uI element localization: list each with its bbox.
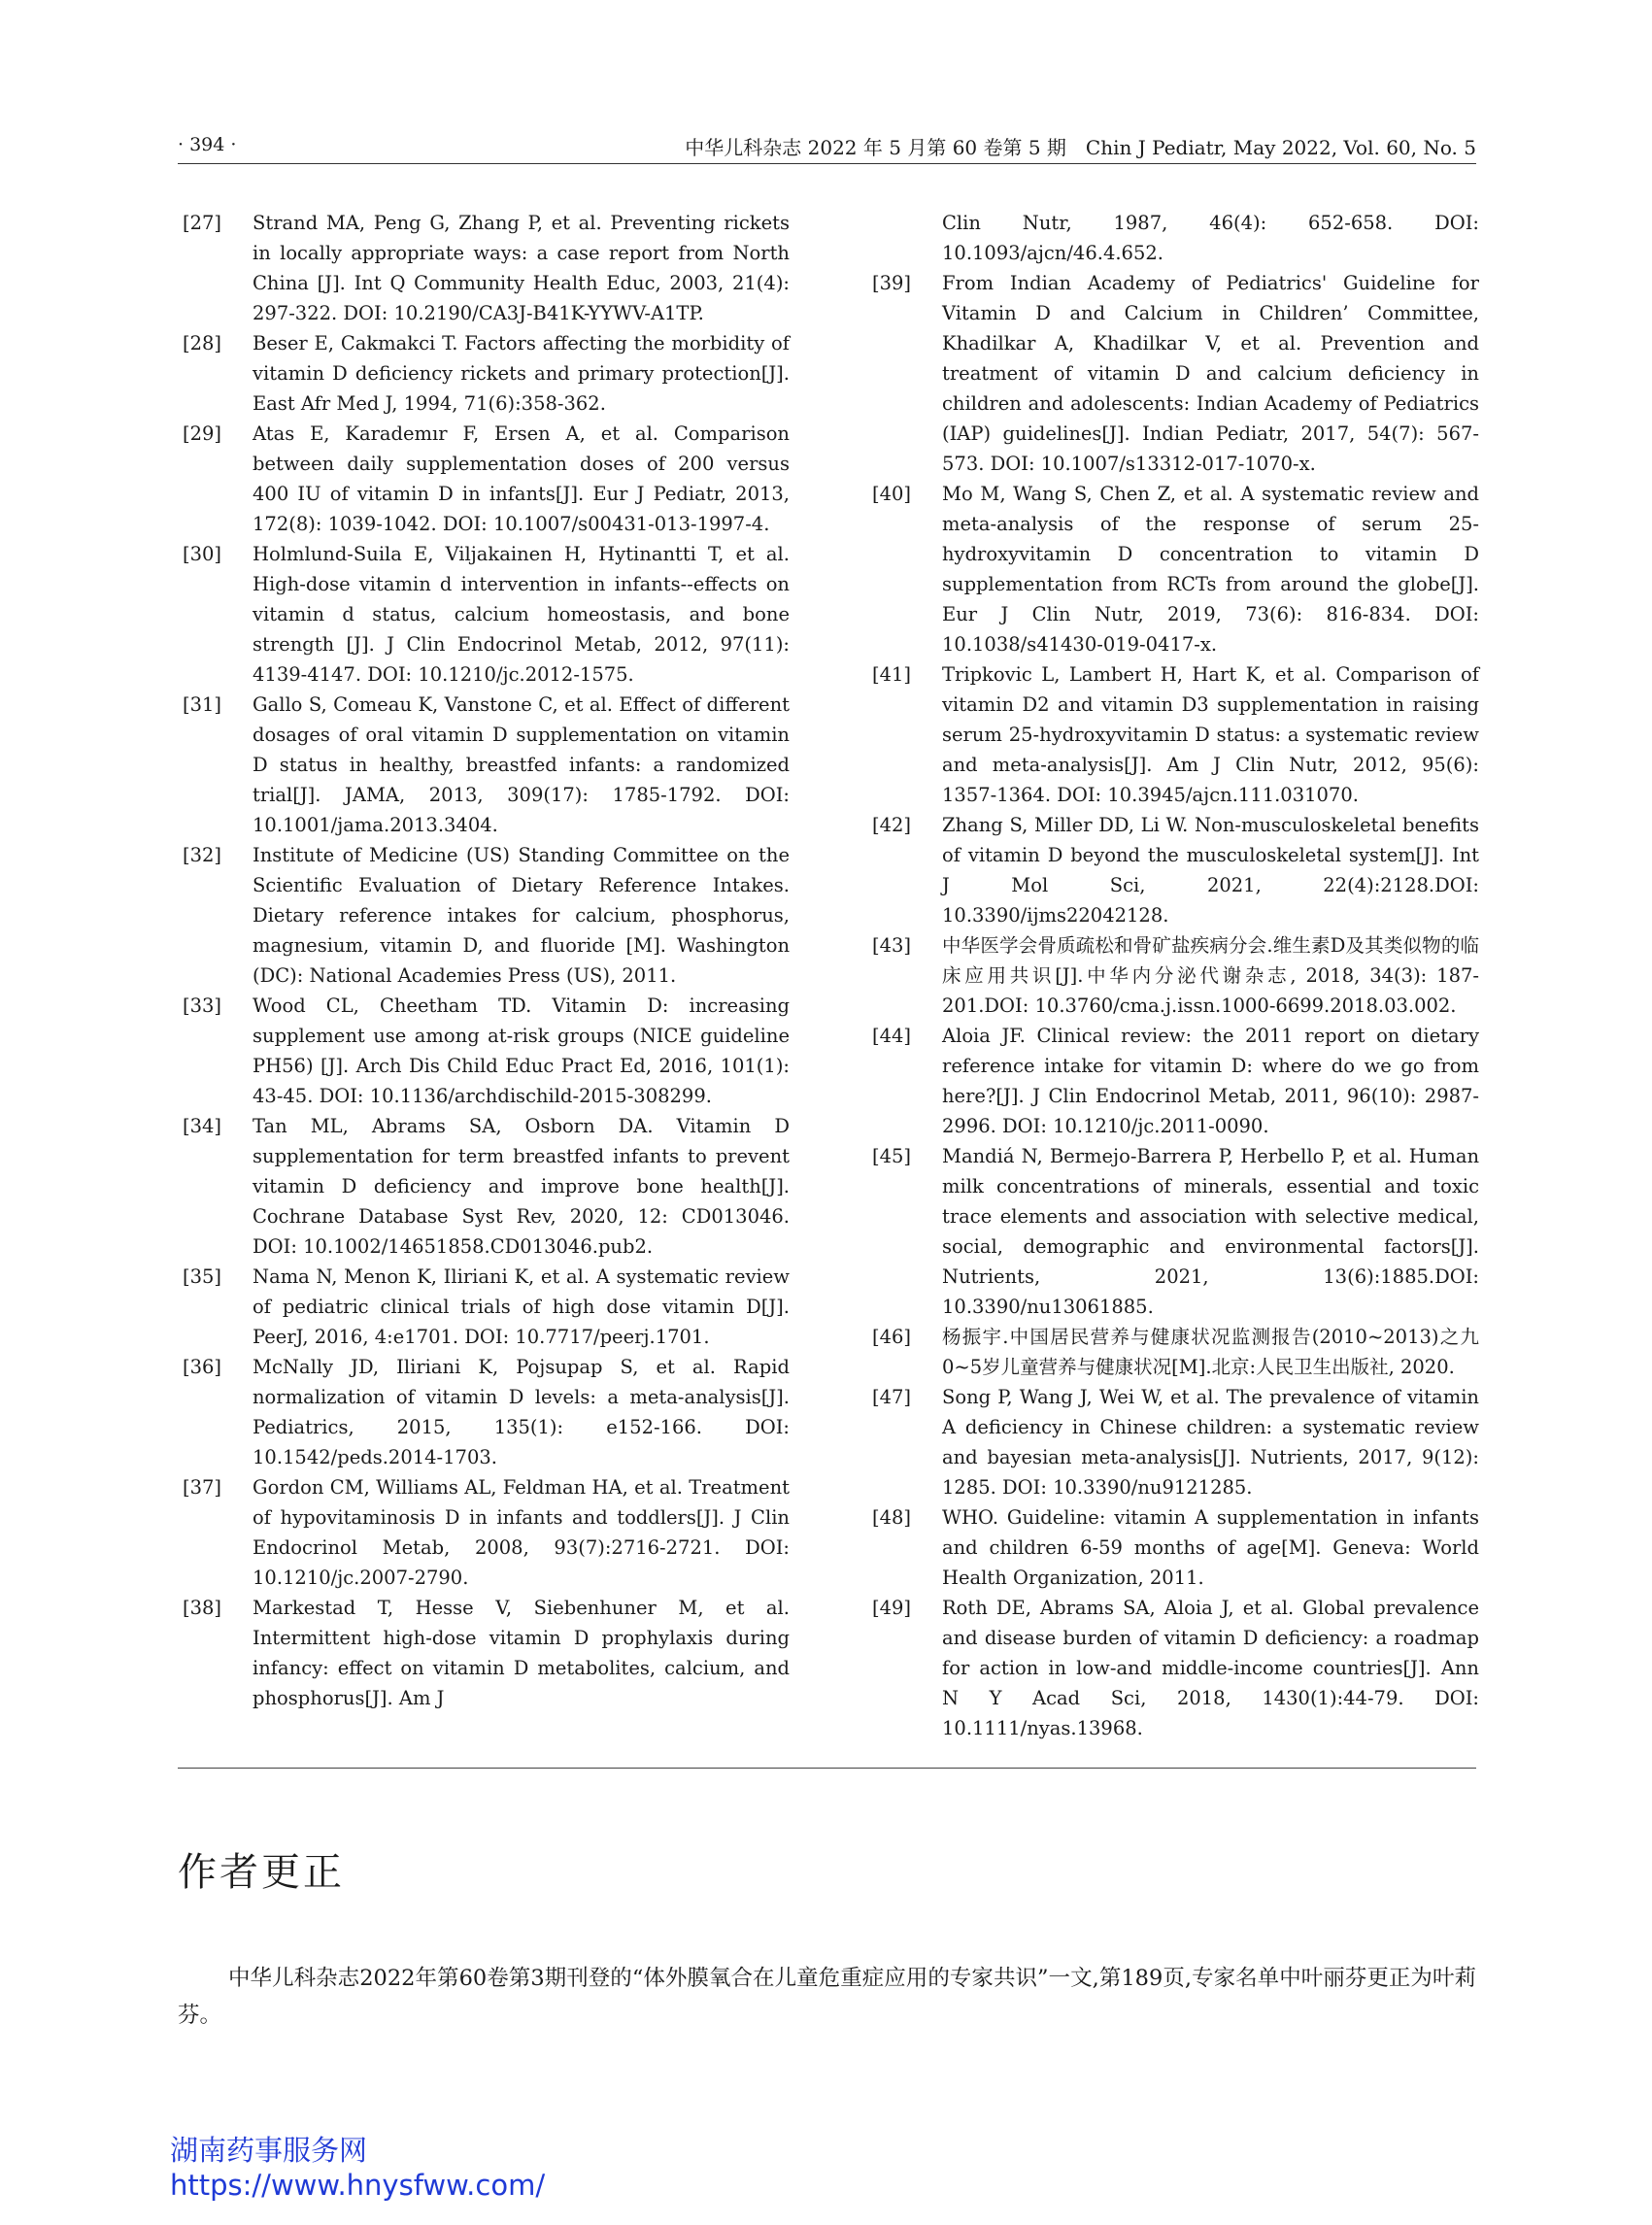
reference-entry [183, 1262, 790, 1352]
reference-number: [47] [872, 1386, 912, 1408]
reference-number: [30] [183, 543, 222, 565]
erratum-body: 中华儿科杂志2022年第60卷第3期刊登的“体外膜氧合在儿童危重症应用的专家共识”一文,第189页,专家名单中叶丽芬更正为叶莉芬。 [178, 1966, 1476, 2028]
reference-text: Gallo S, Comeau K, Vanstone C, et al. Effect of different dosages of oral vitamin D supplementation on vitamin D status in healthy, breastfed infants: a randomized trial[J]. JAMA, 2013, 309(17): 1785-1792. DOI: 10.1001/jama.2013.3404. [253, 693, 790, 836]
reference-text: Gordon CM, Williams AL, Feldman HA, et al. Treatment of hypovitaminosis D in infants and toddlers[J]. J Clin Endocrinol Metab, 2008, 93(7):2716-2721. DOI: 10.1210/jc.2007-2790. [253, 1476, 790, 1589]
reference-number [872, 208, 942, 268]
reference-number: [46] [872, 1326, 912, 1348]
reference-number: [35] [183, 1265, 222, 1288]
page-number: · 394 · [178, 134, 237, 155]
reference-text: Nama N, Menon K, Iliriani K, et al. A systematic review of pediatric clinical trials of high dose vitamin D[J]. PeerJ, 2016, 4:e1701. DOI: 10.7717/peerj.1701. [253, 1265, 790, 1348]
reference-text: McNally JD, Iliriani K, Pojsupap S, et al. Rapid normalization of vitamin D levels: a meta-analysis[J]. Pediatrics, 2015, 135(1): e152-166. DOI: 10.1542/peds.2014-1703. [253, 1356, 790, 1468]
reference-number: [43] [872, 934, 912, 957]
reference-entry [183, 690, 790, 840]
reference-text: Mo M, Wang S, Chen Z, et al. A systematic review and meta-analysis of the response of serum 25-hydroxyvitamin D concentration to vitamin D supplementation from RCTs from around the globe[J]. Eur J Clin Nutr, 2019, 73(6): 816-834. DOI: 10.1038/s41430-019-0417-x. [942, 483, 1479, 656]
reference-entry [872, 208, 1479, 268]
reference-number: [32] [183, 844, 222, 866]
reference-text: Tan ML, Abrams SA, Osborn DA. Vitamin D supplementation for term breastfed infants to prevent vitamin D deficiency and improve bone health[J]. Cochrane Database Syst Rev, 2020, 12: CD013046. DOI: 10.1002/14651858.CD013046.pub2. [253, 1115, 790, 1258]
reference-text: Zhang S, Miller DD, Li W. Non-musculoskeletal benefits of vitamin D beyond the musculoskeletal system[J]. Int J Mol Sci, 2021, 22(4):2128.DOI: 10.3390/ijms22042128. [942, 814, 1479, 927]
reference-entry [183, 328, 790, 419]
reference-text: Roth DE, Abrams SA, Aloia J, et al. Global prevalence and disease burden of vitamin D deficiency: a roadmap for action in low-and middle-income countries[J]. Ann N Y Acad Sci, 2018, 1430(1):44-79. DOI: 10.1111/nyas.13968. [942, 1597, 1479, 1739]
reference-number: [31] [183, 693, 222, 716]
reference-text: Wood CL, Cheetham TD. Vitamin D: increasing supplement use among at-risk groups (NICE guideline PH56) [J]. Arch Dis Child Educ Pract Ed, 2016, 101(1): 43-45. DOI: 10.1136/archdischild-2015-308299. [253, 995, 790, 1107]
watermark-url[interactable]: https://www.hnysfww.com/ [170, 2169, 546, 2202]
reference-number: [40] [872, 483, 912, 505]
reference-entry [183, 840, 790, 991]
reference-number: [48] [872, 1506, 912, 1529]
reference-entry [183, 1352, 790, 1472]
reference-entry [183, 419, 790, 539]
reference-number: [41] [872, 663, 912, 686]
reference-text: Strand MA, Peng G, Zhang P, et al. Preventing rickets in locally appropriate ways: a case report from North China [J]. Int Q Community Health Educ, 2003, 21(4): 297-322. DOI: 10.2190/CA3J-B41K-YYWV-A1TP. [253, 212, 790, 324]
reference-entry [872, 268, 1479, 479]
reference-number: [42] [872, 814, 912, 836]
reference-entry [872, 1502, 1479, 1593]
reference-entry [183, 1111, 790, 1262]
reference-text: Song P, Wang J, Wei W, et al. The prevalence of vitamin A deficiency in Chinese children: a systematic review and bayesian meta-analysis[J]. Nutrients, 2017, 9(12): 1285. DOI: 10.3390/nu9121285. [942, 1386, 1479, 1499]
reference-number: [49] [872, 1597, 912, 1619]
references-right-column [872, 208, 1479, 1743]
reference-entry [872, 1021, 1479, 1141]
reference-number: [34] [183, 1115, 222, 1137]
page-header [178, 124, 1476, 164]
reference-entry [872, 810, 1479, 930]
reference-entry [872, 479, 1479, 659]
watermark[interactable] [170, 2133, 545, 2203]
reference-number: [36] [183, 1356, 222, 1378]
reference-number: [37] [183, 1476, 222, 1499]
section-divider [178, 1768, 1476, 1769]
watermark-site-name: 湖南药事服务网 [170, 2134, 368, 2167]
reference-number: [45] [872, 1145, 912, 1167]
reference-text: Aloia JF. Clinical review: the 2011 report on dietary reference intake for vitamin D: where do we go from here?[J]. J Clin Endocrinol Metab, 2011, 96(10): 2987-2996. DOI: 10.1210/jc.2011-0090. [942, 1025, 1479, 1137]
reference-text: Atas E, Karademır F, Ersen A, et al. Comparison between daily supplementation doses of 200 versus 400 IU of vitamin D in infants[J]. Eur J Pediatr, 2013, 172(8): 1039-1042. DOI: 10.1007/s00431-013-1997-4. [253, 422, 790, 535]
references-left-column [183, 208, 790, 1713]
reference-number: [28] [183, 332, 222, 354]
reference-number: [29] [183, 422, 222, 445]
reference-entry [872, 1322, 1479, 1382]
reference-number: [38] [183, 1597, 222, 1619]
reference-text: From Indian Academy of Pediatrics' Guideline for Vitamin D and Calcium in Children’ Committee, Khadilkar A, Khadilkar V, et al. Prevention and treatment of vitamin D and calcium deficiency in children and adolescents: Indian Academy of Pediatrics (IAP) guidelines[J]. Indian Pediatr, 2017, 54(7): 567-573. DOI: 10.1007/s13312-017-1070-x. [942, 272, 1479, 475]
reference-number: [27] [183, 212, 222, 234]
reference-entry [183, 1593, 790, 1713]
reference-number: [44] [872, 1025, 912, 1047]
reference-text: Clin Nutr, 1987, 46(4): 652-658. DOI: 10.1093/ajcn/46.4.652. [942, 212, 1479, 264]
reference-text: Mandiá N, Bermejo-Barrera P, Herbello P, et al. Human milk concentrations of minerals, essential and toxic trace elements and association with selective medical, social, demographic and environmental factors[J]. Nutrients, 2021, 13(6):1885.DOI: 10.3390/nu13061885. [942, 1145, 1479, 1318]
reference-text: Tripkovic L, Lambert H, Hart K, et al. Comparison of vitamin D2 and vitamin D3 supplementation in raising serum 25-hydroxyvitamin D status: a systematic review and meta-analysis[J]. Am J Clin Nutr, 2012, 95(6): 1357-1364. DOI: 10.3945/ajcn.111.031070. [942, 663, 1479, 806]
reference-entry [183, 208, 790, 328]
reference-text: 杨振宇.中国居民营养与健康状况监测报告(2010~2013)之九 0~5岁儿童营养与健康状况[M].北京:人民卫生出版社, 2020. [942, 1326, 1479, 1378]
erratum-title: 作者更正 [178, 1850, 345, 1895]
reference-text: WHO. Guideline: vitamin A supplementation in infants and children 6-59 months of age[M]. Geneva: World Health Organization, 2011. [942, 1506, 1479, 1589]
reference-text: Markestad T, Hesse V, Siebenhuner M, et al. Intermittent high-dose vitamin D prophylaxis during infancy: effect on vitamin D metabolites, calcium, and phosphorus[J]. Am J [253, 1597, 790, 1709]
reference-entry [872, 1593, 1479, 1743]
reference-number: [33] [183, 995, 222, 1017]
reference-text: Holmlund-Suila E, Viljakainen H, Hytinantti T, et al. High-dose vitamin d intervention in infants--effects on vitamin d status, calcium homeostasis, and bone strength [J]. J Clin Endocrinol Metab, 2012, 97(11): 4139-4147. DOI: 10.1210/jc.2012-1575. [253, 543, 790, 686]
reference-number: [39] [872, 272, 912, 294]
reference-entry [872, 930, 1479, 1021]
reference-entry [872, 659, 1479, 810]
reference-entry [872, 1141, 1479, 1322]
journal-info: 中华儿科杂志 2022 年 5 月第 60 卷第 5 期 Chin J Pediatr, May 2022, Vol. 60, No. 5 [685, 136, 1476, 159]
reference-text: 中华医学会骨质疏松和骨矿盐疾病分会.维生素D及其类似物的临床应用共识[J].中华内分泌代谢杂志, 2018, 34(3): 187-201.DOI: 10.3760/cma.j.issn.1000-6699.2018.03.002. [942, 934, 1479, 1017]
reference-entry [183, 539, 790, 690]
reference-entry [183, 1472, 790, 1593]
reference-text: Institute of Medicine (US) Standing Committee on the Scientific Evaluation of Dietary Reference Intakes. Dietary reference intakes for calcium, phosphorus, magnesium, vitamin D, and fluoride [M]. Washington (DC): National Academies Press (US), 2011. [253, 844, 790, 987]
reference-entry [183, 991, 790, 1111]
reference-entry [872, 1382, 1479, 1502]
reference-text: Beser E, Cakmakci T. Factors affecting the morbidity of vitamin D deficiency rickets and primary protection[J]. East Afr Med J, 1994, 71(6):358-362. [253, 332, 790, 415]
